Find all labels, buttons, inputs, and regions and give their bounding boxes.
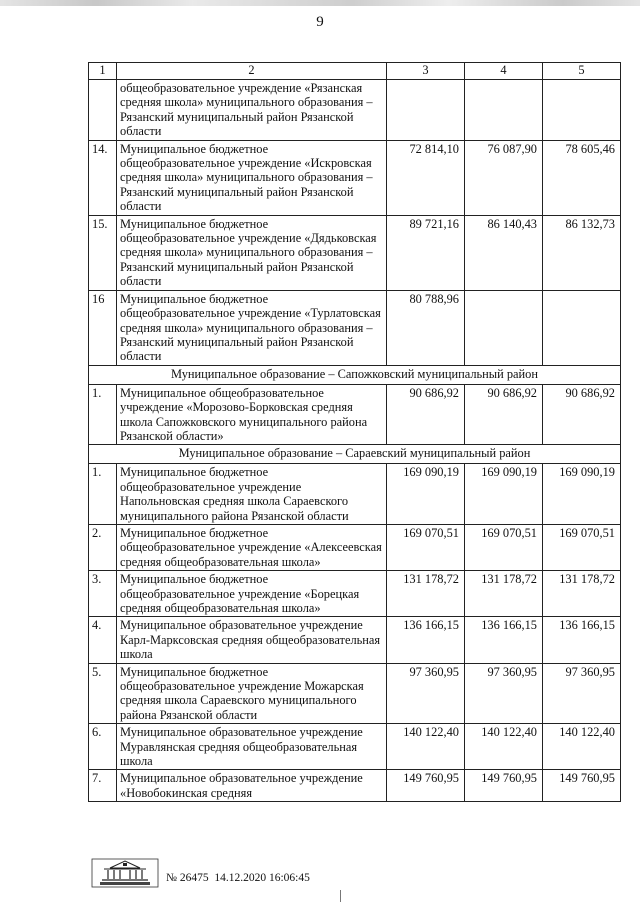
row-number: 5. — [89, 663, 117, 724]
table-row — [89, 80, 621, 141]
value-col-5: 86 132,73 — [543, 215, 621, 290]
institution-name: Муниципальное бюджетное общеобразовательное учреждение «Дядьковская средняя школа» муниципального образования – Рязанский муниципальный район Рязанской области — [117, 215, 387, 290]
header-cell-5: 5 — [543, 63, 621, 80]
institution-name: Муниципальное общеобразовательное учреждение «Морозово-Борковская средняя школа Сапожковского муниципального района Рязанской области» — [117, 384, 387, 445]
document-footer — [90, 858, 490, 888]
institution-name: общеобразовательное учреждение «Рязанская средняя школа» муниципального образования – Рязанский муниципальный район Рязанской области — [117, 80, 387, 141]
value-col-4: 97 360,95 — [465, 663, 543, 724]
table-row — [89, 524, 621, 570]
row-number: 7. — [89, 770, 117, 802]
row-number: 1. — [89, 464, 117, 525]
section-row — [89, 445, 621, 464]
value-col-4: 149 760,95 — [465, 770, 543, 802]
value-col-3 — [387, 80, 465, 141]
value-col-5 — [543, 290, 621, 365]
value-col-3: 80 788,96 — [387, 290, 465, 365]
institution-name: Муниципальное бюджетное общеобразовательное учреждение Можарская средняя школа Сараевского муниципального района Рязанской области — [117, 663, 387, 724]
section-title: Муниципальное образование – Сараевский муниципальный район — [89, 445, 621, 464]
value-col-4: 140 122,40 — [465, 724, 543, 770]
section-row — [89, 365, 621, 384]
value-col-4: 136 166,15 — [465, 617, 543, 663]
section-title: Муниципальное образование – Сапожковский муниципальный район — [89, 365, 621, 384]
value-col-4: 131 178,72 — [465, 571, 543, 617]
value-col-3: 90 686,92 — [387, 384, 465, 445]
table-row — [89, 724, 621, 770]
row-number: 15. — [89, 215, 117, 290]
value-col-3: 89 721,16 — [387, 215, 465, 290]
table-header-row — [89, 63, 621, 80]
institution-name: Муниципальное образовательное учреждение Карл-Марксовская средняя общеобразовательная школа — [117, 617, 387, 663]
institution-name: Муниципальное образовательное учреждение Муравлянская средняя общеобразовательная школа — [117, 724, 387, 770]
value-col-3: 131 178,72 — [387, 571, 465, 617]
value-col-3: 169 070,51 — [387, 524, 465, 570]
institution-name: Муниципальное бюджетное общеобразовательное учреждение «Турлатовская средняя школа» муниципального образования – Рязанский муниципальный район Рязанской области — [117, 290, 387, 365]
value-col-5: 131 178,72 — [543, 571, 621, 617]
header-cell-2: 2 — [117, 63, 387, 80]
table-row — [89, 571, 621, 617]
table-row — [89, 617, 621, 663]
institution-name: Муниципальное бюджетное общеобразовательное учреждение «Борецкая средняя общеобразовательная школа» — [117, 571, 387, 617]
institution-name: Муниципальное бюджетное общеобразовательное учреждение «Искровская средняя школа» муниципального образования – Рязанский муниципальный район Рязанской области — [117, 140, 387, 215]
value-col-3: 169 090,19 — [387, 464, 465, 525]
institution-name: Муниципальное образовательное учреждение «Новобокинская средняя — [117, 770, 387, 802]
value-col-5: 149 760,95 — [543, 770, 621, 802]
table-row — [89, 384, 621, 445]
header-cell-4: 4 — [465, 63, 543, 80]
government-building-icon — [90, 858, 160, 888]
value-col-4 — [465, 80, 543, 141]
value-col-4: 169 070,51 — [465, 524, 543, 570]
funding-table — [88, 62, 621, 802]
row-number: 3. — [89, 571, 117, 617]
table-row — [89, 290, 621, 365]
table-row — [89, 770, 621, 802]
institution-name: Муниципальное бюджетное общеобразовательное учреждение «Алексеевская средняя общеобразовательная школа» — [117, 524, 387, 570]
value-col-5: 169 090,19 — [543, 464, 621, 525]
row-number: 6. — [89, 724, 117, 770]
row-number — [89, 80, 117, 141]
value-col-5: 136 166,15 — [543, 617, 621, 663]
document-registration — [166, 872, 310, 884]
document-number: № 26475 — [166, 872, 209, 884]
value-col-3: 140 122,40 — [387, 724, 465, 770]
document-datetime: 14.12.2020 16:06:45 — [214, 872, 310, 884]
table-row — [89, 215, 621, 290]
value-col-3: 72 814,10 — [387, 140, 465, 215]
value-col-5: 169 070,51 — [543, 524, 621, 570]
row-number: 2. — [89, 524, 117, 570]
header-cell-3: 3 — [387, 63, 465, 80]
value-col-3: 97 360,95 — [387, 663, 465, 724]
row-number: 16 — [89, 290, 117, 365]
value-col-5: 97 360,95 — [543, 663, 621, 724]
institution-name: Муниципальное бюджетное общеобразовательное учреждение Напольновская средняя школа Сараевского муниципального района Рязанской области — [117, 464, 387, 525]
row-number: 1. — [89, 384, 117, 445]
value-col-5 — [543, 80, 621, 141]
table-row — [89, 663, 621, 724]
row-number: 4. — [89, 617, 117, 663]
value-col-4: 76 087,90 — [465, 140, 543, 215]
row-number: 14. — [89, 140, 117, 215]
value-col-3: 136 166,15 — [387, 617, 465, 663]
value-col-4: 90 686,92 — [465, 384, 543, 445]
header-cell-1: 1 — [89, 63, 117, 80]
scan-edge-artifact — [0, 0, 640, 6]
value-col-3: 149 760,95 — [387, 770, 465, 802]
scan-mark — [340, 890, 341, 902]
value-col-4 — [465, 290, 543, 365]
value-col-5: 90 686,92 — [543, 384, 621, 445]
value-col-4: 169 090,19 — [465, 464, 543, 525]
value-col-5: 78 605,46 — [543, 140, 621, 215]
table-row — [89, 464, 621, 525]
value-col-4: 86 140,43 — [465, 215, 543, 290]
value-col-5: 140 122,40 — [543, 724, 621, 770]
table-row — [89, 140, 621, 215]
page-number: 9 — [316, 14, 324, 30]
